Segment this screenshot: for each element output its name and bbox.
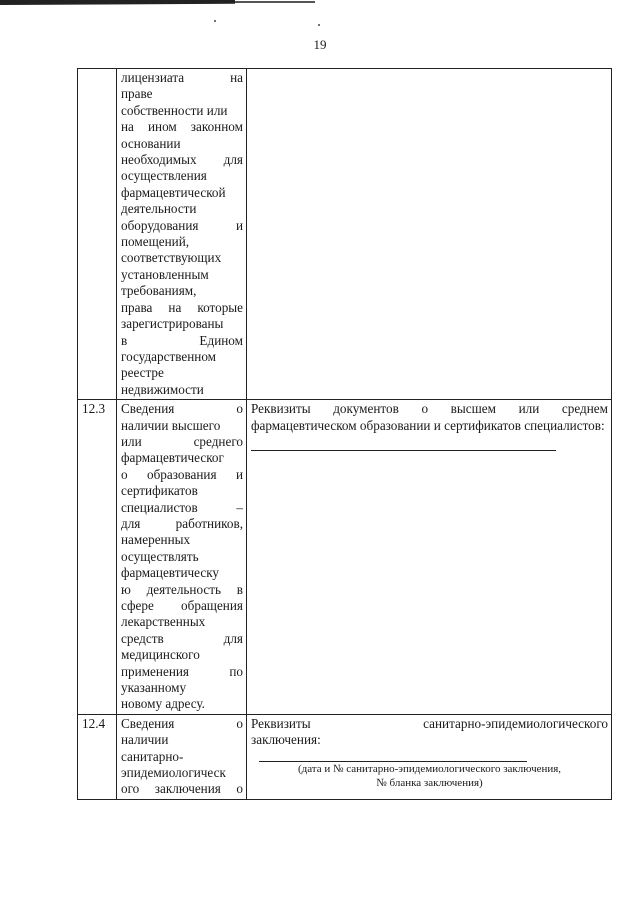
description-line: установленным	[121, 266, 209, 282]
description-line: деятельности	[121, 201, 197, 217]
description-line: реестре	[121, 365, 164, 381]
description-line: средств для	[121, 630, 243, 646]
row-number	[78, 69, 117, 400]
description-line: медицинского	[121, 647, 200, 663]
description-line: в Едином	[121, 332, 243, 348]
description-line: соответствующих	[121, 250, 222, 266]
row-content	[247, 714, 612, 799]
description-line: новому адресу.	[121, 696, 205, 712]
requisites-text: заключения:	[251, 732, 321, 748]
fill-in-line	[259, 749, 527, 762]
description-line: права на которые	[121, 299, 243, 315]
row-content	[247, 69, 612, 400]
description-line: наличии высшего	[121, 417, 221, 433]
description-line: санитарно-	[121, 748, 184, 764]
description-line: осуществлять	[121, 548, 199, 564]
description-line: эпидемиологическ	[121, 765, 226, 781]
description-line: намеренных	[121, 532, 191, 548]
table-row	[78, 69, 612, 400]
field-caption: № бланка заключения)	[376, 776, 483, 789]
description-line: фармацевтической	[121, 184, 226, 200]
fill-in-line	[251, 434, 556, 451]
description-line: наличии	[121, 732, 169, 748]
description-line: сфере обращения	[121, 598, 243, 613]
requirements-table	[77, 68, 612, 800]
description-line: оборудования и	[121, 217, 243, 233]
description-line: или среднего	[121, 433, 243, 449]
description-line: помещений,	[121, 234, 190, 250]
description-line: основании	[121, 135, 181, 151]
description-line: ого заключения о	[121, 781, 243, 797]
row-number: 12.3	[78, 400, 117, 715]
requisites-text: Реквизиты документов о высшем или среднем фармацевтическом образовании и сертификатов специалистов:	[251, 401, 608, 433]
description-line: собственности или	[121, 102, 228, 118]
field-caption: (дата и № санитарно-эпидемиологического заключения,	[297, 762, 562, 775]
description-line: зарегистрированы	[121, 316, 224, 332]
scan-speck	[214, 20, 216, 22]
description-line: указанному	[121, 680, 187, 696]
description-line: фармацевтическу	[121, 565, 220, 581]
description-line: ю деятельность в	[121, 581, 243, 597]
row-description	[117, 714, 247, 799]
description-line: применения по	[121, 663, 243, 679]
description-line: специалистов –	[121, 499, 243, 515]
description-line: о образования и	[121, 466, 243, 482]
description-line: сертификатов	[121, 483, 198, 499]
description-line: фармацевтическог	[121, 450, 224, 466]
row-description	[117, 400, 247, 715]
scan-speck	[318, 24, 320, 26]
table-row	[78, 714, 612, 799]
table-row	[78, 400, 612, 715]
description-line: необходимых для	[121, 152, 243, 168]
description-line: для работников,	[121, 515, 243, 531]
description-line: праве	[121, 86, 153, 102]
description-line: осуществления	[121, 168, 207, 184]
description-line: недвижимости	[121, 381, 204, 397]
row-content	[247, 400, 612, 715]
requisites-text: Реквизиты санитарно-эпидемиологического	[251, 715, 608, 731]
description-line: на ином законном	[121, 119, 243, 135]
description-line: государственном	[121, 348, 217, 364]
description-line: лицензиата на	[121, 70, 243, 85]
description-line: Сведения о	[121, 715, 243, 731]
description-line: требованиям,	[121, 283, 197, 299]
description-line: Сведения о	[121, 401, 243, 417]
description-line: лекарственных	[121, 614, 206, 630]
scan-artifact-bar	[235, 1, 315, 3]
page-number: 19	[313, 37, 327, 52]
row-description	[117, 69, 247, 400]
scan-artifact-bar	[0, 0, 235, 5]
row-number: 12.4	[78, 714, 117, 799]
